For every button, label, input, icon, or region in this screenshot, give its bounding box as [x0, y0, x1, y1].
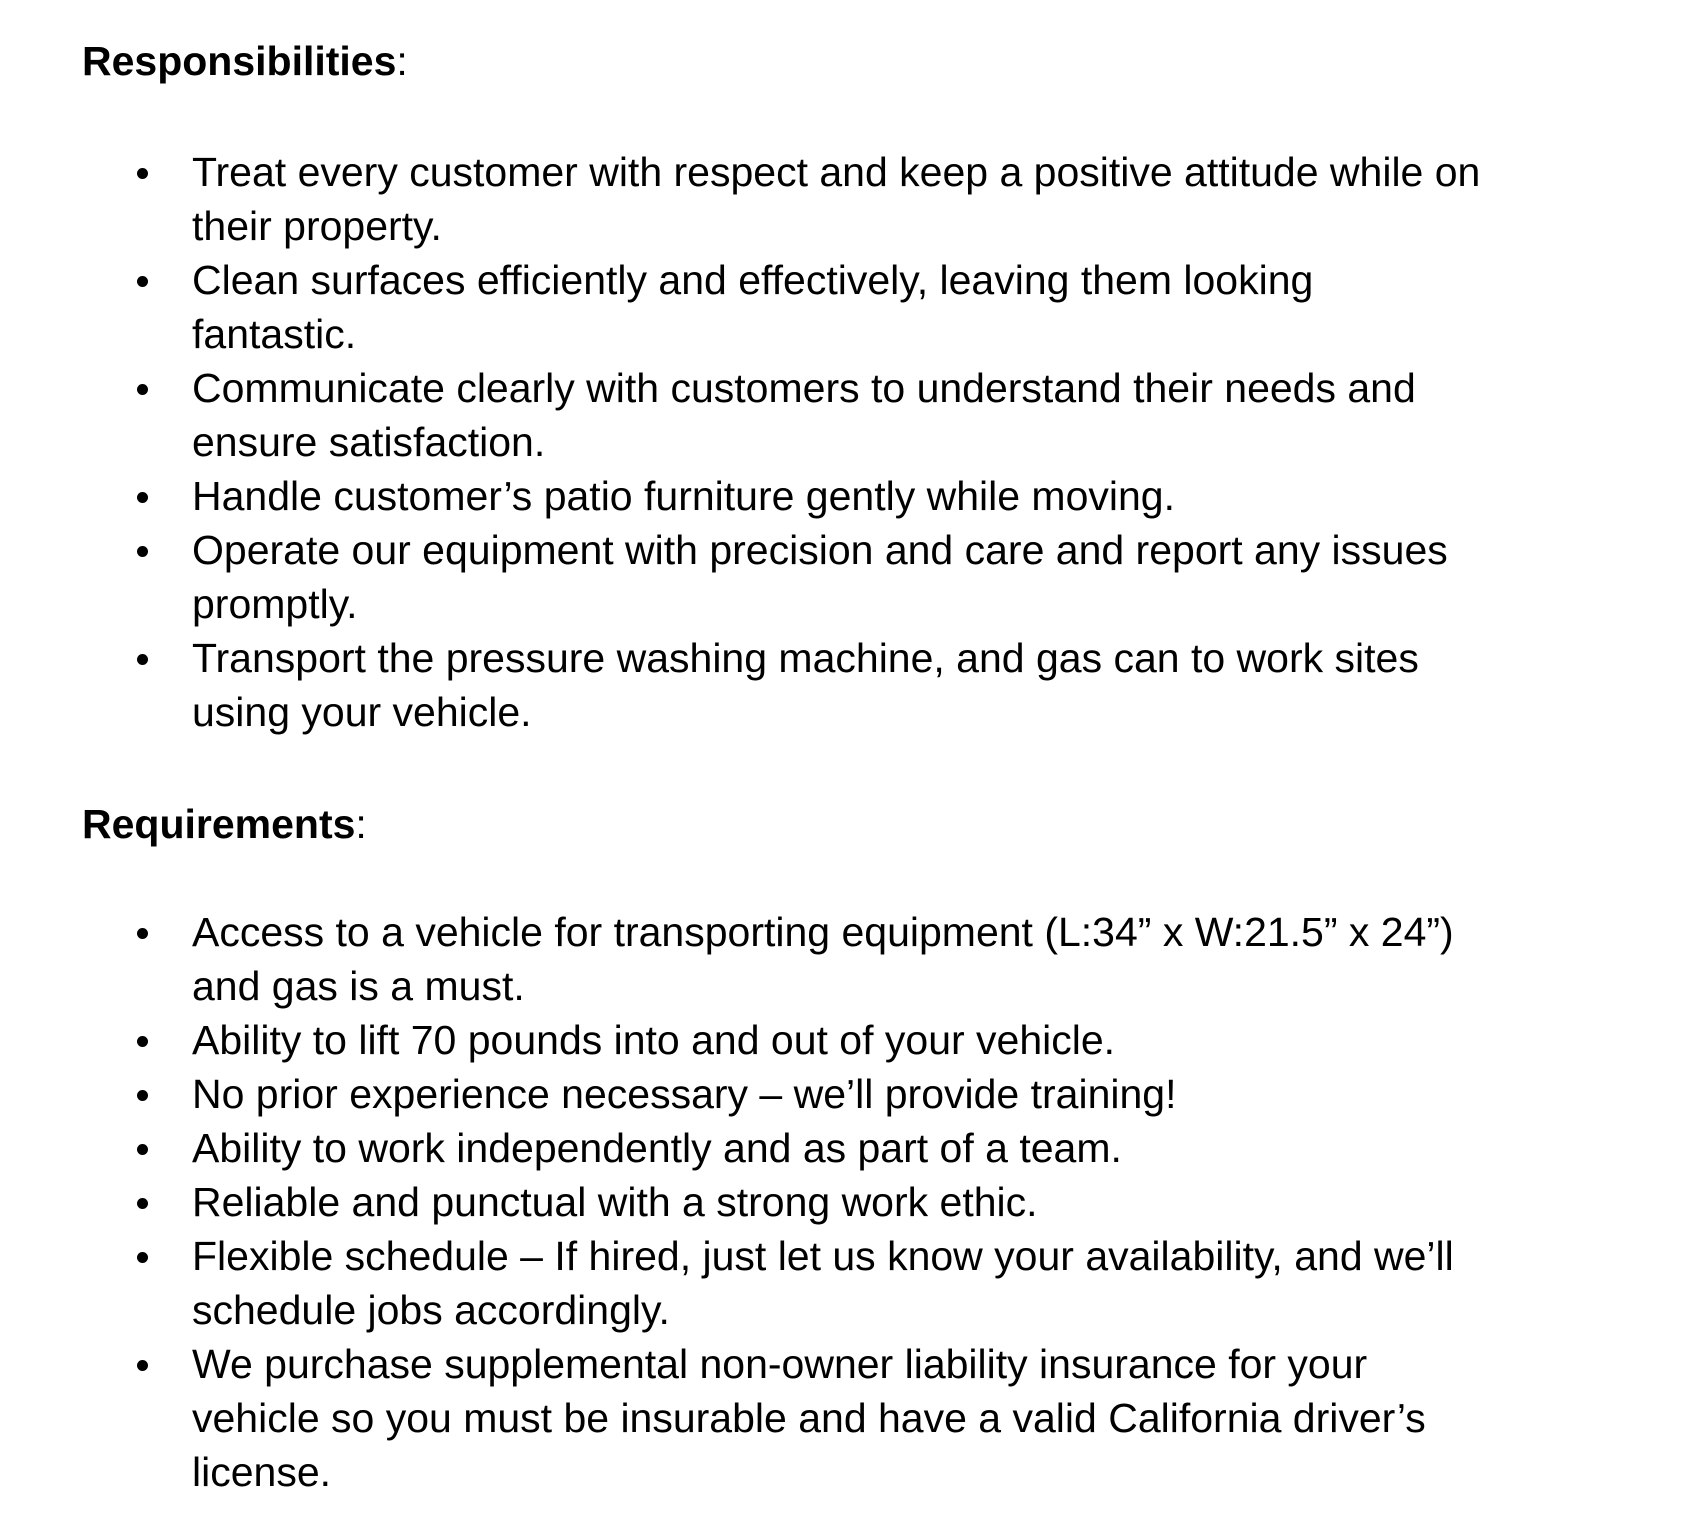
- list-item: [0, 1121, 1482, 1175]
- list-item-text: Operate our equipment with precision and care and report any issues promptly.: [192, 527, 1448, 627]
- list-item-text: Ability to work independently and as part of a team.: [192, 1125, 1122, 1171]
- list-item: [0, 1013, 1482, 1067]
- requirements-heading: [82, 797, 367, 851]
- list-item-text: Access to a vehicle for transporting equipment (L:34” x W:21.5” x 24”) and gas is a must.: [192, 909, 1454, 1009]
- bullet-icon: [137, 1090, 148, 1101]
- list-item: [0, 145, 1482, 253]
- list-item-text: Clean surfaces efficiently and effectively, leaving them looking fantastic.: [192, 257, 1314, 357]
- list-item: [0, 1229, 1482, 1337]
- list-item: [0, 1337, 1482, 1499]
- bullet-icon: [137, 928, 148, 939]
- list-item-text: Ability to lift 70 pounds into and out of your vehicle.: [192, 1017, 1116, 1063]
- requirements-heading-text: Requirements: [82, 801, 356, 847]
- bullet-icon: [137, 1198, 148, 1209]
- responsibilities-heading-colon: :: [396, 38, 408, 84]
- list-item: [0, 523, 1482, 631]
- bullet-icon: [137, 546, 148, 557]
- list-item: [0, 1067, 1482, 1121]
- list-item-text: No prior experience necessary – we’ll provide training!: [192, 1071, 1177, 1117]
- bullet-icon: [137, 384, 148, 395]
- list-item-text: Communicate clearly with customers to understand their needs and ensure satisfaction.: [192, 365, 1416, 465]
- bullet-icon: [137, 1144, 148, 1155]
- requirements-heading-colon: :: [355, 801, 367, 847]
- list-item: [0, 469, 1482, 523]
- bullet-icon: [137, 168, 148, 179]
- list-item: [0, 361, 1482, 469]
- responsibilities-heading: [82, 34, 408, 88]
- responsibilities-list: [0, 145, 1560, 739]
- list-item: [0, 253, 1482, 361]
- bullet-icon: [137, 276, 148, 287]
- requirements-list: [0, 905, 1560, 1499]
- list-item-text: Reliable and punctual with a strong work ethic.: [192, 1179, 1038, 1225]
- bullet-icon: [137, 654, 148, 665]
- list-item-text: Flexible schedule – If hired, just let us know your availability, and we’ll schedule jobs accordingly.: [192, 1233, 1454, 1333]
- list-item-text: Transport the pressure washing machine, and gas can to work sites using your vehicle.: [192, 635, 1419, 735]
- bullet-icon: [137, 492, 148, 503]
- list-item: [0, 1175, 1482, 1229]
- list-item: [0, 631, 1482, 739]
- bullet-icon: [137, 1252, 148, 1263]
- list-item-text: Treat every customer with respect and keep a positive attitude while on their property.: [192, 149, 1481, 249]
- list-item-text: Handle customer’s patio furniture gently while moving.: [192, 473, 1175, 519]
- list-item: [0, 905, 1482, 1013]
- bullet-icon: [137, 1036, 148, 1047]
- list-item-text: We purchase supplemental non-owner liability insurance for your vehicle so you must be insurable and have a valid California driver’s license.: [192, 1341, 1426, 1495]
- bullet-icon: [137, 1360, 148, 1371]
- responsibilities-heading-text: Responsibilities: [82, 38, 397, 84]
